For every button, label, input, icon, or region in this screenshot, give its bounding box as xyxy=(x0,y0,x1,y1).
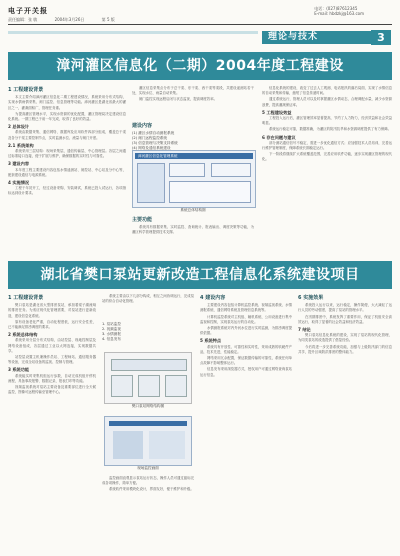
figure-node xyxy=(165,375,187,397)
article2-col3-sub: 5 系统特点 xyxy=(200,338,222,344)
article1-col1-sub: 4 实施情况 xyxy=(8,180,30,186)
article1-col2-bottom xyxy=(132,216,254,256)
text-block: 系统投入运行以来，运行稳定，操作简便，大大减轻了运行人员的劳动强度，提高了泵站的管理水平。 xyxy=(298,303,392,313)
figure-node xyxy=(111,375,133,397)
text-block: 系统采用分层分布式结构，由站控层、现地控制层及网络设备组成，各层通过工业以太网连接，实现数据共享。 xyxy=(8,338,96,353)
list-item: 2. 视频监视 xyxy=(102,327,121,331)
masthead-logo: 电子开关报 xyxy=(8,6,48,15)
edition-line: 第 5 版 xyxy=(101,17,115,22)
text-block: 工程投入运行后，灌区管理效率显著提高，节约了人力物力，经济效益和社会效益明显。 xyxy=(262,116,392,126)
article1-col1-head: 1 工程建设背景 xyxy=(8,87,44,93)
masthead-contact xyxy=(314,6,364,16)
article2-col4 xyxy=(298,294,392,552)
contact-phone: 电话：(027)87612345 xyxy=(314,6,358,11)
article2-col3-head: 4 建设内容 xyxy=(200,295,226,301)
list-item: (1) 灌区水情自动测报系统 xyxy=(132,131,175,135)
text-block: 信息化系统的建设，改变了过去人工观测、电话报汛的落后局面，实现了水情信息的自动采集和传输，缩短了信息传递时间。 xyxy=(262,86,392,96)
article2-figure2-caption: 现场监控画面 xyxy=(137,466,159,470)
text-block: 系统主要由以下几部分构成，相互之间协调运行，完成泵站的综合自动化管理。 xyxy=(102,294,194,304)
article2-col4-head: 6 实施效果 xyxy=(298,295,324,301)
article1-col2-top xyxy=(132,86,254,120)
text-block: 系统由数据采集、通信网络、数据库及应用软件四部分组成，覆盖总干渠及各分干渠主要控制节点，实时监测水位、流量与闸门开度。 xyxy=(8,130,126,140)
text-block: 原有设备老化严重，自动化程度低，运行安全性差，已不能满足排涝调度的要求。 xyxy=(8,319,96,330)
text-block: 在汛期排涝中，系统发挥了重要作用，保证了机组安全高效运行，取得了显著的社会效益和经济效益。 xyxy=(298,314,392,324)
figure-panel xyxy=(113,431,143,459)
figure-node xyxy=(138,375,160,397)
text-block: 工程于年初开工，经过设备采购、安装调试，系统已投入试运行，各项指标达到设计要求。 xyxy=(8,186,126,196)
text-block: 本文主要介绍漳河灌区信息化二期工程建设情况，系统采用分布式结构，实现水情雨情采集、闸门监控、信息管理等功能。漳河灌区是湖北省最大的灌区之一，灌溉面积广，管理任务重。 xyxy=(8,95,126,110)
list-item: (4) 网络及通信系统建设 xyxy=(132,146,171,150)
article2-col1 xyxy=(8,294,96,552)
text-block: 今后将进一步完善系统功能，加强与上级防汛部门的信息共享，提升区域防洪排涝的整体能力。 xyxy=(298,344,392,354)
section-tag: 理论与技术 xyxy=(262,31,372,44)
article1-col1-sub: 3 建设内容 xyxy=(8,161,30,167)
article1-col3-sub: 6 存在问题与建议 xyxy=(262,134,296,140)
article2-col1-head: 1 工程建设背景 xyxy=(8,295,44,301)
text-block: 主要建设内容包括计算机监控系统、视频监视系统、水情测报系统、通信网络系统及管理信息系统等。 xyxy=(200,303,292,313)
article2-figure1-caption: 樊口泵站网络结构图 xyxy=(131,404,165,408)
article1-col3 xyxy=(262,86,392,256)
list-item: 4. 信息发布 xyxy=(102,337,121,341)
text-block: 为提高灌区管理水平，实现水资源的优化配置，灌区管理局决定建设信息化系统。一期工程已于前一年完成，取得了良好的效益。 xyxy=(8,111,126,122)
figure-main-panel xyxy=(169,181,251,203)
article1-col1 xyxy=(8,86,126,256)
text-block: 下一阶段将继续扩大系统覆盖范围，完善应用软件功能，逐步实现灌区管理的现代化。 xyxy=(262,152,392,162)
text-block: 信息发布采用浏览器方式，授权用户可通过网络查询泵站运行信息。 xyxy=(200,367,292,377)
article1-col2-head: 主要功能 xyxy=(132,217,153,223)
text-block: 系统具有数据采集、实时监控、查询统计、报表输出、调度决策等功能，为灌区科学管理提供技术支撑。 xyxy=(132,225,254,235)
date-line: 2004年3月26日 xyxy=(54,17,85,22)
page-number: 3 xyxy=(371,30,391,45)
article1-col1-sub: 2.1 系统架构 xyxy=(8,142,34,148)
masthead-rule xyxy=(8,24,392,25)
masthead-meta xyxy=(8,17,131,23)
figure-node xyxy=(169,163,205,177)
text-block: 部分测站通信信号不稳定，需进一步优化通信方式；应加强技术人员培训，完善运行维护管理制度，保障系统长期稳定运行。 xyxy=(262,140,392,151)
text-block: 系统运行稳定可靠，数据准确，为灌区的防汛抗旱和水资源调度提供了有力保障。 xyxy=(269,127,392,132)
article1-col2-head: 建设内容 xyxy=(132,123,153,129)
editor-line: 责任编辑：张 敏 xyxy=(8,17,38,22)
text-block: 樊口泵站信息化系统的建设，实现了泵站的现代化管理，为同类泵站的改造提供了借鉴经验。 xyxy=(298,333,392,343)
text-block: 系统软件采用模块化设计，界面友好，便于维护和升级。 xyxy=(109,487,194,492)
article1-figure xyxy=(132,150,256,208)
figure-node xyxy=(211,163,251,177)
article1-figure-caption: 系统总体结构图 xyxy=(180,208,206,212)
figure-title-bar: 漳河灌区信息化管理系统 xyxy=(135,153,253,159)
text-block: 站控层设置主机兼操作员站、工程师站、通信服务器等设备，完成全站设备的监视、控制与管理。 xyxy=(8,355,96,365)
article2-col3 xyxy=(200,294,292,552)
article2-col2-list xyxy=(102,322,194,342)
article2-col2-bottom xyxy=(102,476,194,552)
list-item: 3. 水情测报 xyxy=(102,332,121,336)
text-block: 水情测报系统对内外河水位进行实时监测，为排涝调度提供依据。 xyxy=(200,326,292,336)
article1-col3-sub: 5 工程建设效益 xyxy=(262,109,292,115)
text-block: 闸门监控实现远程启闭与状态监视，提高调度效率。 xyxy=(139,97,217,102)
figure-left-panel xyxy=(137,163,165,203)
text-block: 本年度工程主要建设内容包括水情遥测站、闸控站、中心站及分中心等，配套建设通信与电源系统。 xyxy=(8,167,126,177)
text-block: 灌区信息采集点分布于总干渠、东干渠、西干渠等渠段，共建设遥测站若干处，实现水位、雨量自动采集。 xyxy=(132,86,254,96)
list-item: (3) 信息管理与决策支持系统 xyxy=(132,141,178,145)
figure-node xyxy=(111,359,187,371)
article2-col4-sub: 7 结论 xyxy=(298,327,311,333)
contact-email: E-mail: hbdzkj@163.com xyxy=(314,11,364,16)
text-block: 计算机监控系统对主机组、辅机系统、公用设备进行集中监视和控制，实现泵站运行的自动化。 xyxy=(200,314,292,324)
article1-col1-sub: 2 总体设计 xyxy=(8,124,30,130)
text-block: 视频监视系统对泵站主要设备及重要部位进行全天候监控，图像可远程传输至管理中心。 xyxy=(8,385,96,395)
article2-figure2 xyxy=(104,416,192,466)
figure-panel xyxy=(149,431,185,459)
text-block: 网络采用冗余配置，保证数据传输的可靠性，系统任何单点故障不影响整体运行。 xyxy=(200,356,292,366)
text-block: 系统能实时采集机组运行参数，自动完成机组开停机流程，具备事故报警、数据记录、报表打印等功能。 xyxy=(8,373,96,383)
article2-figure1 xyxy=(104,352,192,404)
list-item: (2) 闸门远程监控系统 xyxy=(132,136,167,140)
article1-title: 漳河灌区信息化（二期）2004年度工程建设 xyxy=(8,52,392,80)
text-block: 系统采用三层结构：现场采集层、通信传输层、中心管理层。各层之间通过标准接口连接，便于扩展与维护，确保数据的实时性与可靠性。 xyxy=(8,149,126,159)
top-accent-bar xyxy=(8,31,258,34)
article2-col1-sub: 2 系统总体结构 xyxy=(8,332,38,338)
text-block: 监控画面直观显示泵站运行状态，操作人员可通过鼠标完成各项操作，简单方便。 xyxy=(102,476,194,486)
text-block: 樊口泵站是湖北省大型排涝泵站，承担着梁子湖流域的排涝任务。为适应现代化管理需要，对泵站进行更新改造，建设信息化系统。 xyxy=(8,303,96,318)
text-block: 系统具有开放性、可靠性和实时性，采用成熟的软硬件产品，技术先进，性能稳定。 xyxy=(200,344,292,354)
figure-title-bar xyxy=(109,421,187,426)
text-block: 通过系统运行，管理人员可以及时掌握灌区水情动态，合理调配水量，减少水资源浪费，提高灌溉保证率。 xyxy=(262,97,392,107)
article2-col1-sub: 3 系统功能 xyxy=(8,367,30,373)
list-item: 1. 泵站监控 xyxy=(102,322,121,326)
article2-title: 湖北省樊口泵站更新改造工程信息化系统建设项目 xyxy=(8,261,392,289)
